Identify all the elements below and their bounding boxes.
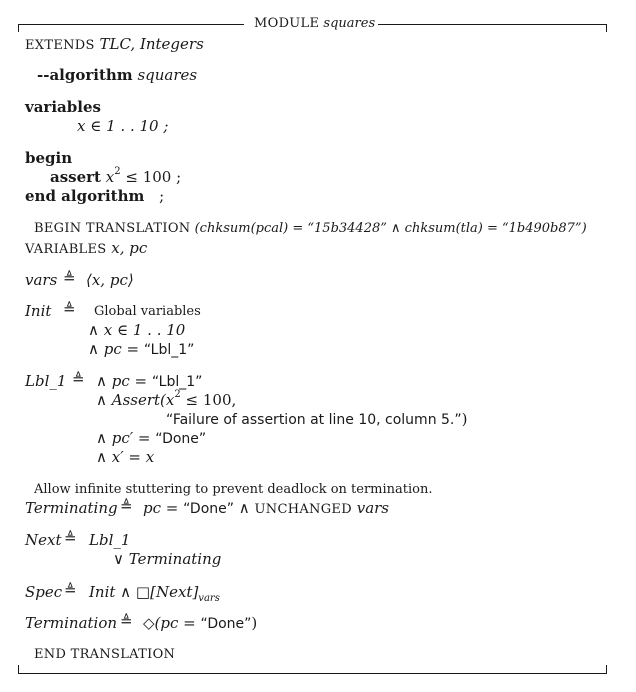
vars-defeq: ≜ [63, 269, 76, 287]
lbl-line1-str: “Lbl_1” [151, 374, 203, 390]
assert-expr-exp: 2 [114, 166, 121, 177]
module-name: squares [323, 16, 376, 31]
lbl-line4 [96, 429, 206, 447]
lbl-line3 [166, 410, 468, 428]
spec-defeq: ≜ [64, 581, 77, 599]
lbl-line1 [96, 372, 202, 390]
extends-keyword: EXTENDS [25, 38, 95, 53]
begin-translation-label: BEGIN TRANSLATION [34, 221, 191, 236]
next-line2: ∨ Terminating [113, 550, 222, 568]
unchanged-vars: vars [356, 499, 390, 517]
lbl-line2-exp: 2 [174, 389, 181, 400]
next-line1: Lbl_1 [89, 531, 131, 549]
chksum-text: (chksum(pcal) = “15b34428” ∧ chksum(tla) = “1b490b87”) [194, 221, 587, 236]
assert-expr-rest: ≤ 100 ; [120, 168, 182, 186]
terminating-str: “Done” [183, 501, 235, 517]
algorithm-name: squares [137, 66, 198, 84]
lbl-line5: ∧ x′ = x [96, 448, 155, 466]
end-translation-label: END TRANSLATION [34, 647, 176, 662]
frame-top-left [18, 24, 244, 25]
init-defeq: ≜ [63, 300, 76, 318]
assert-expr-base: x [105, 168, 115, 186]
assert-keyword: assert [50, 168, 101, 186]
lbl-line3-close: ) [461, 410, 468, 428]
frame-top-right [378, 24, 607, 25]
lbl-line2 [96, 391, 236, 409]
lbl-line3-str: “Failure of assertion at line 10, column 5.” [166, 412, 462, 428]
unchanged-keyword: UNCHANGED [254, 502, 352, 517]
spec-name: Spec [25, 583, 63, 601]
spec-def [89, 583, 220, 604]
frame-left-tick-bottom [18, 665, 19, 673]
extends-line [25, 35, 204, 53]
termination-name: Termination [25, 614, 118, 632]
lbl-line4-pre: ∧ pc′ = [96, 429, 156, 447]
variables-list: x, pc [111, 239, 148, 257]
termination-str: “Done” [200, 616, 252, 632]
terminating-pre: pc = [143, 499, 184, 517]
lbl-line2-post: ≤ 100, [180, 391, 237, 409]
termination-def [143, 614, 257, 632]
end-algorithm-keyword: end algorithm [25, 187, 145, 205]
module-header [254, 16, 375, 31]
next-name: Next [25, 531, 62, 549]
terminating-defeq: ≜ [120, 497, 133, 515]
vars-def: ⟨x, pc⟩ [86, 271, 134, 289]
termination-close: ) [251, 614, 258, 632]
algorithm-line [37, 66, 197, 84]
end-algorithm-line [25, 187, 164, 205]
lbl-line4-str: “Done” [155, 431, 207, 447]
termination-defeq: ≜ [120, 612, 133, 630]
variable-decl: x ∈ 1 . . 10 ; [77, 117, 169, 135]
extends-modules: TLC, Integers [99, 35, 204, 53]
begin-translation-line [34, 221, 587, 236]
init-line1: ∧ x ∈ 1 . . 10 [88, 321, 186, 339]
frame-right-tick-bottom [606, 665, 607, 673]
assert-line [50, 168, 181, 186]
lbl-name: Lbl_1 [25, 372, 67, 390]
init-line2 [88, 340, 194, 358]
next-defeq: ≜ [64, 529, 77, 547]
spec-def-sub: vars [198, 593, 220, 604]
init-line2-pre: ∧ pc = [88, 340, 144, 358]
lbl-line2-pre: ∧ Assert(x [96, 391, 175, 409]
lbl-defeq: ≜ [72, 370, 85, 388]
algorithm-prefix: --algorithm [37, 66, 133, 84]
module-keyword: MODULE [254, 16, 320, 31]
terminating-and: ∧ [234, 499, 255, 517]
frame-right-tick-top [606, 24, 607, 32]
init-comment: Global variables [94, 304, 201, 319]
frame-bottom [18, 673, 607, 674]
termination-pre: ◇(pc = [143, 614, 201, 632]
init-name: Init [25, 302, 52, 320]
stutter-comment: Allow infinite stuttering to prevent deadlock on termination. [34, 482, 433, 497]
begin-keyword: begin [25, 149, 73, 167]
end-algorithm-semicolon: ; [159, 187, 165, 205]
frame-left-tick-top [18, 24, 19, 32]
terminating-def [143, 499, 389, 517]
terminating-name: Terminating [25, 499, 118, 517]
variables-decl-keyword: VARIABLES [25, 242, 107, 257]
spec-def-main: Init ∧ □[Next] [89, 583, 199, 601]
lbl-line1-pre: ∧ pc = [96, 372, 152, 390]
variables-line [25, 239, 147, 257]
variables-keyword: variables [25, 98, 101, 116]
init-line2-str: “Lbl_1” [143, 342, 195, 358]
vars-name: vars [25, 271, 58, 289]
